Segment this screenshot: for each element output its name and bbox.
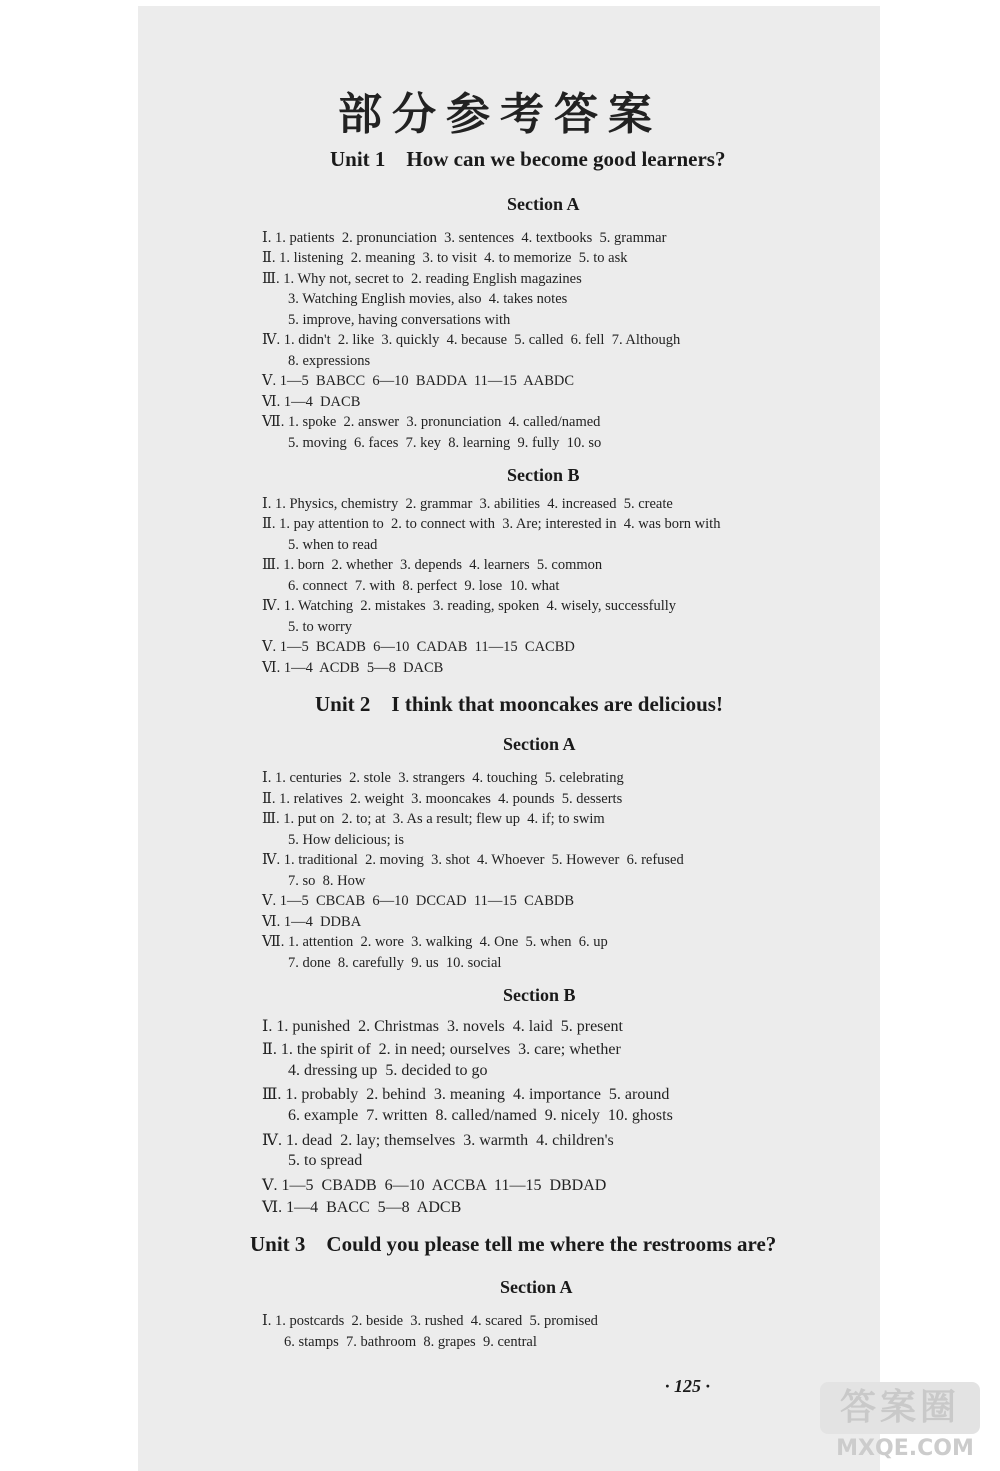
answer-line: Ⅰ. 1. Physics, chemistry 2. grammar 3. abilities 4. increased 5. create — [262, 496, 673, 512]
section-heading: Section B — [503, 985, 576, 1005]
answer-line: 5. How delicious; is — [288, 832, 404, 848]
answer-line: 6. stamps 7. bathroom 8. grapes 9. central — [284, 1334, 537, 1350]
answer-line: 4. dressing up 5. decided to go — [288, 1062, 488, 1079]
answer-line: Ⅵ. 1—4 ACDB 5—8 DACB — [262, 660, 444, 676]
answer-line: Ⅴ. 1—5 CBADB 6—10 ACCBA 11—15 DBDAD — [262, 1177, 607, 1194]
answer-line: Ⅱ. 1. pay attention to 2. to connect with 3. Are; interested in 4. was born with — [262, 516, 721, 532]
answer-line: Ⅰ. 1. centuries 2. stole 3. strangers 4. touching 5. celebrating — [262, 770, 624, 786]
answer-line: Ⅰ. 1. patients 2. pronunciation 3. sentences 4. textbooks 5. grammar — [262, 230, 667, 246]
answer-line: 7. done 8. carefully 9. us 10. social — [288, 955, 502, 971]
answer-line: Ⅳ. 1. Watching 2. mistakes 3. reading, spoken 4. wisely, successfully — [262, 598, 677, 614]
answer-line: Ⅲ. 1. born 2. whether 3. depends 4. learners 5. common — [262, 557, 603, 573]
answer-line: 5. moving 6. faces 7. key 8. learning 9. fully 10. so — [288, 435, 602, 451]
section-heading: Section A — [503, 734, 576, 754]
answer-line: Ⅳ. 1. didn't 2. like 3. quickly 4. because 5. called 6. fell 7. Although — [262, 332, 681, 348]
answer-line: 5. when to read — [288, 537, 378, 553]
answer-line: 3. Watching English movies, also 4. takes notes — [288, 291, 568, 307]
answer-line: Ⅶ. 1. attention 2. wore 3. walking 4. One 5. when 6. up — [262, 934, 608, 950]
answer-line: Ⅴ. 1—5 CBCAB 6—10 DCCAD 11—15 CABDB — [262, 893, 575, 909]
answer-line: Ⅱ. 1. relatives 2. weight 3. mooncakes 4. pounds 5. desserts — [262, 791, 623, 807]
answer-line: Ⅲ. 1. probably 2. behind 3. meaning 4. importance 5. around — [262, 1086, 670, 1103]
answer-line: Ⅴ. 1—5 BCADB 6—10 CADAB 11—15 CACBD — [262, 639, 575, 655]
unit-heading: Unit 2 I think that mooncakes are delicious! — [315, 692, 723, 716]
section-heading: Section A — [507, 194, 580, 214]
answer-line: 6. connect 7. with 8. perfect 9. lose 10. what — [288, 578, 560, 594]
answer-line: Ⅴ. 1—5 BABCC 6—10 BADDA 11—15 AABDC — [262, 373, 575, 389]
answer-line: 6. example 7. written 8. called/named 9. nicely 10. ghosts — [288, 1107, 673, 1124]
answer-line: Ⅱ. 1. listening 2. meaning 3. to visit 4. to memorize 5. to ask — [262, 250, 628, 266]
section-heading: Section B — [507, 465, 580, 485]
answer-line: 5. to worry — [288, 619, 353, 635]
answer-line: Ⅱ. 1. the spirit of 2. in need; ourselves 3. care; whether — [262, 1041, 621, 1058]
answer-line: Ⅵ. 1—4 DDBA — [262, 914, 362, 930]
unit-heading: Unit 3 Could you please tell me where the restrooms are? — [250, 1232, 777, 1256]
page-number: · 125 · — [665, 1376, 710, 1396]
answer-line: Ⅵ. 1—4 BACC 5—8 ADCB — [262, 1199, 462, 1216]
answer-line: 7. so 8. How — [288, 873, 366, 889]
answer-line: Ⅳ. 1. traditional 2. moving 3. shot 4. Whoever 5. However 6. refused — [262, 852, 684, 868]
answer-line: 5. to spread — [288, 1152, 363, 1169]
answer-line: 8. expressions — [288, 353, 371, 369]
answer-line: Ⅲ. 1. put on 2. to; at 3. As a result; flew up 4. if; to swim — [262, 811, 605, 827]
answer-line: Ⅰ. 1. postcards 2. beside 3. rushed 4. scared 5. promised — [262, 1313, 598, 1329]
answer-line: 5. improve, having conversations with — [288, 312, 511, 328]
watermark-site: MXQE.COM — [836, 1436, 974, 1461]
answer-line: Ⅰ. 1. punished 2. Christmas 3. novels 4. laid 5. present — [262, 1018, 623, 1035]
answer-line: Ⅳ. 1. dead 2. lay; themselves 3. warmth 4. children's — [262, 1132, 614, 1149]
section-heading: Section A — [500, 1277, 573, 1297]
watermark-logo: 答案圈 — [820, 1382, 980, 1434]
answer-line: Ⅲ. 1. Why not, secret to 2. reading English magazines — [262, 271, 582, 287]
unit-heading: Unit 1 How can we become good learners? — [330, 147, 726, 171]
page-title: 部分参考答案 — [338, 89, 662, 140]
answer-line: Ⅵ. 1—4 DACB — [262, 394, 361, 410]
answer-line: Ⅶ. 1. spoke 2. answer 3. pronunciation 4. called/named — [262, 414, 601, 430]
